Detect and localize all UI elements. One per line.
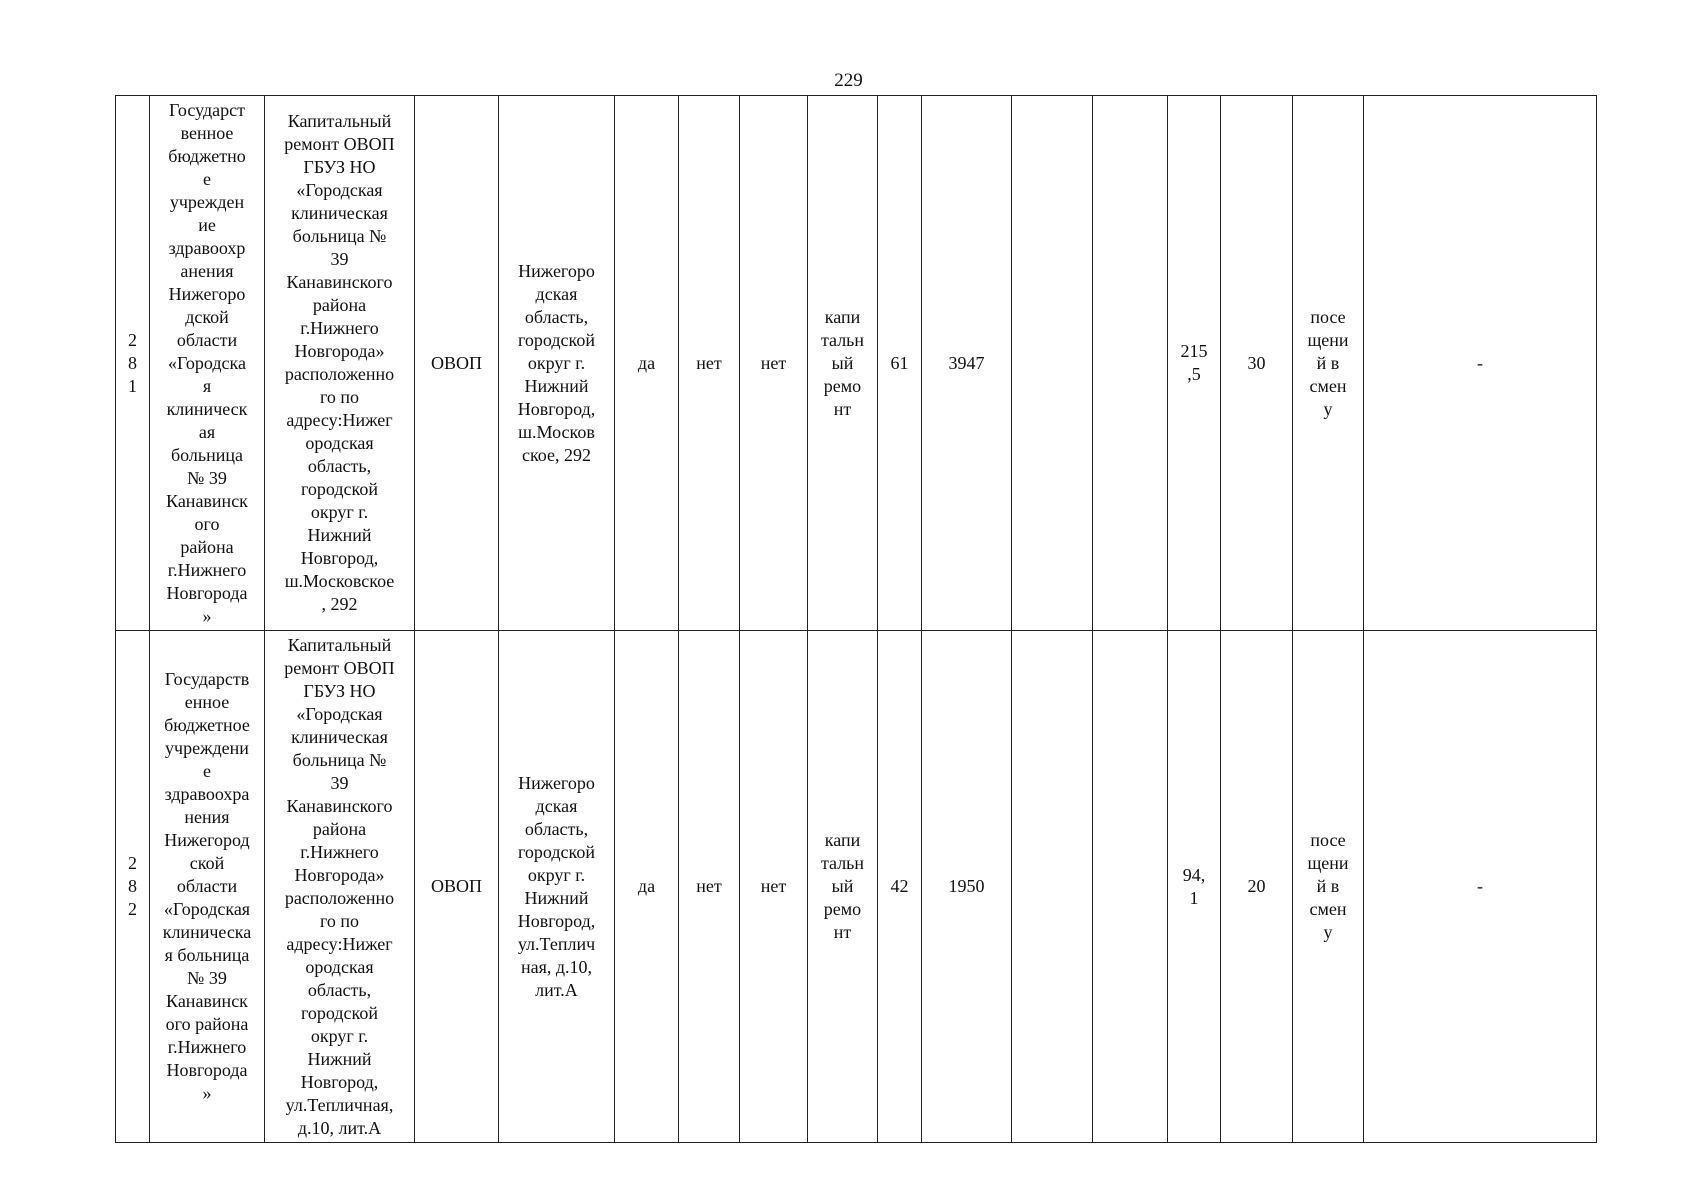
empty-cell <box>1093 96 1168 631</box>
note-cell: - <box>1364 96 1597 631</box>
yes-no-cell: нет <box>679 96 740 631</box>
project-name-cell: Капитальный ремонт ОВОП ГБУЗ НО «Городская клиническая больница № 39 Канавинского района г.Нижнего Новгорода» расположенно го по адресу:Нижег ородская область, городской округ г. Нижний Новгород, ш.Московское , 292 <box>265 96 415 631</box>
project-name-cell: Капитальный ремонт ОВОП ГБУЗ НО «Городская клиническая больница № 39 Канавинского района г.Нижнего Новгорода» расположенно го по адресу:Нижег ородская область, городской округ г. Нижний Новгород, ул.Тепличная, д.10, лит.А <box>265 631 415 1143</box>
yes-no-cell: да <box>615 631 679 1143</box>
value-cell: 1950 <box>922 631 1012 1143</box>
work-type-cell: капи тальн ый ремо нт <box>808 631 878 1143</box>
unit-cell: посе щени й в смен у <box>1293 631 1364 1143</box>
capacity-cell: 20 <box>1221 631 1293 1143</box>
work-type-cell: капи тальн ый ремо нт <box>808 96 878 631</box>
yes-no-cell: нет <box>740 96 808 631</box>
table-row <box>116 96 1597 631</box>
page-number: 229 <box>834 70 863 91</box>
address-cell: Нижегоро дская область, городской округ г. Нижний Новгород, ул.Теплич ная, д.10, лит.А <box>499 631 615 1143</box>
empty-cell <box>1093 631 1168 1143</box>
unit-cell: посе щени й в смен у <box>1293 96 1364 631</box>
organization-cell: Государств енное бюджетное учреждени е здравоохра нения Нижегород ской области «Городская клиническа я больница № 39 Канавинск ого района г.Нижнего Новгорода » <box>150 631 265 1143</box>
object-type-cell: ОВОП <box>415 96 499 631</box>
value-cell: 3947 <box>922 96 1012 631</box>
value-cell: 94, 1 <box>1168 631 1221 1143</box>
objects-table <box>115 95 1597 1143</box>
row-number-cell: 2 8 1 <box>116 96 150 631</box>
yes-no-cell: да <box>615 96 679 631</box>
object-type-cell: ОВОП <box>415 631 499 1143</box>
yes-no-cell: нет <box>679 631 740 1143</box>
yes-no-cell: нет <box>740 631 808 1143</box>
row-number-cell: 2 8 2 <box>116 631 150 1143</box>
table-row <box>116 631 1597 1143</box>
address-cell: Нижегоро дская область, городской округ г. Нижний Новгород, ш.Москов ское, 292 <box>499 96 615 631</box>
value-cell: 215 ,5 <box>1168 96 1221 631</box>
organization-cell: Государст венное бюджетно е учрежден ие здравоохр анения Нижегоро дской области «Городска я клиническ ая больница № 39 Канавинск ого района г.Нижнего Новгорода » <box>150 96 265 631</box>
note-cell: - <box>1364 631 1597 1143</box>
empty-cell <box>1012 631 1093 1143</box>
value-cell: 42 <box>878 631 922 1143</box>
empty-cell <box>1012 96 1093 631</box>
value-cell: 61 <box>878 96 922 631</box>
capacity-cell: 30 <box>1221 96 1293 631</box>
